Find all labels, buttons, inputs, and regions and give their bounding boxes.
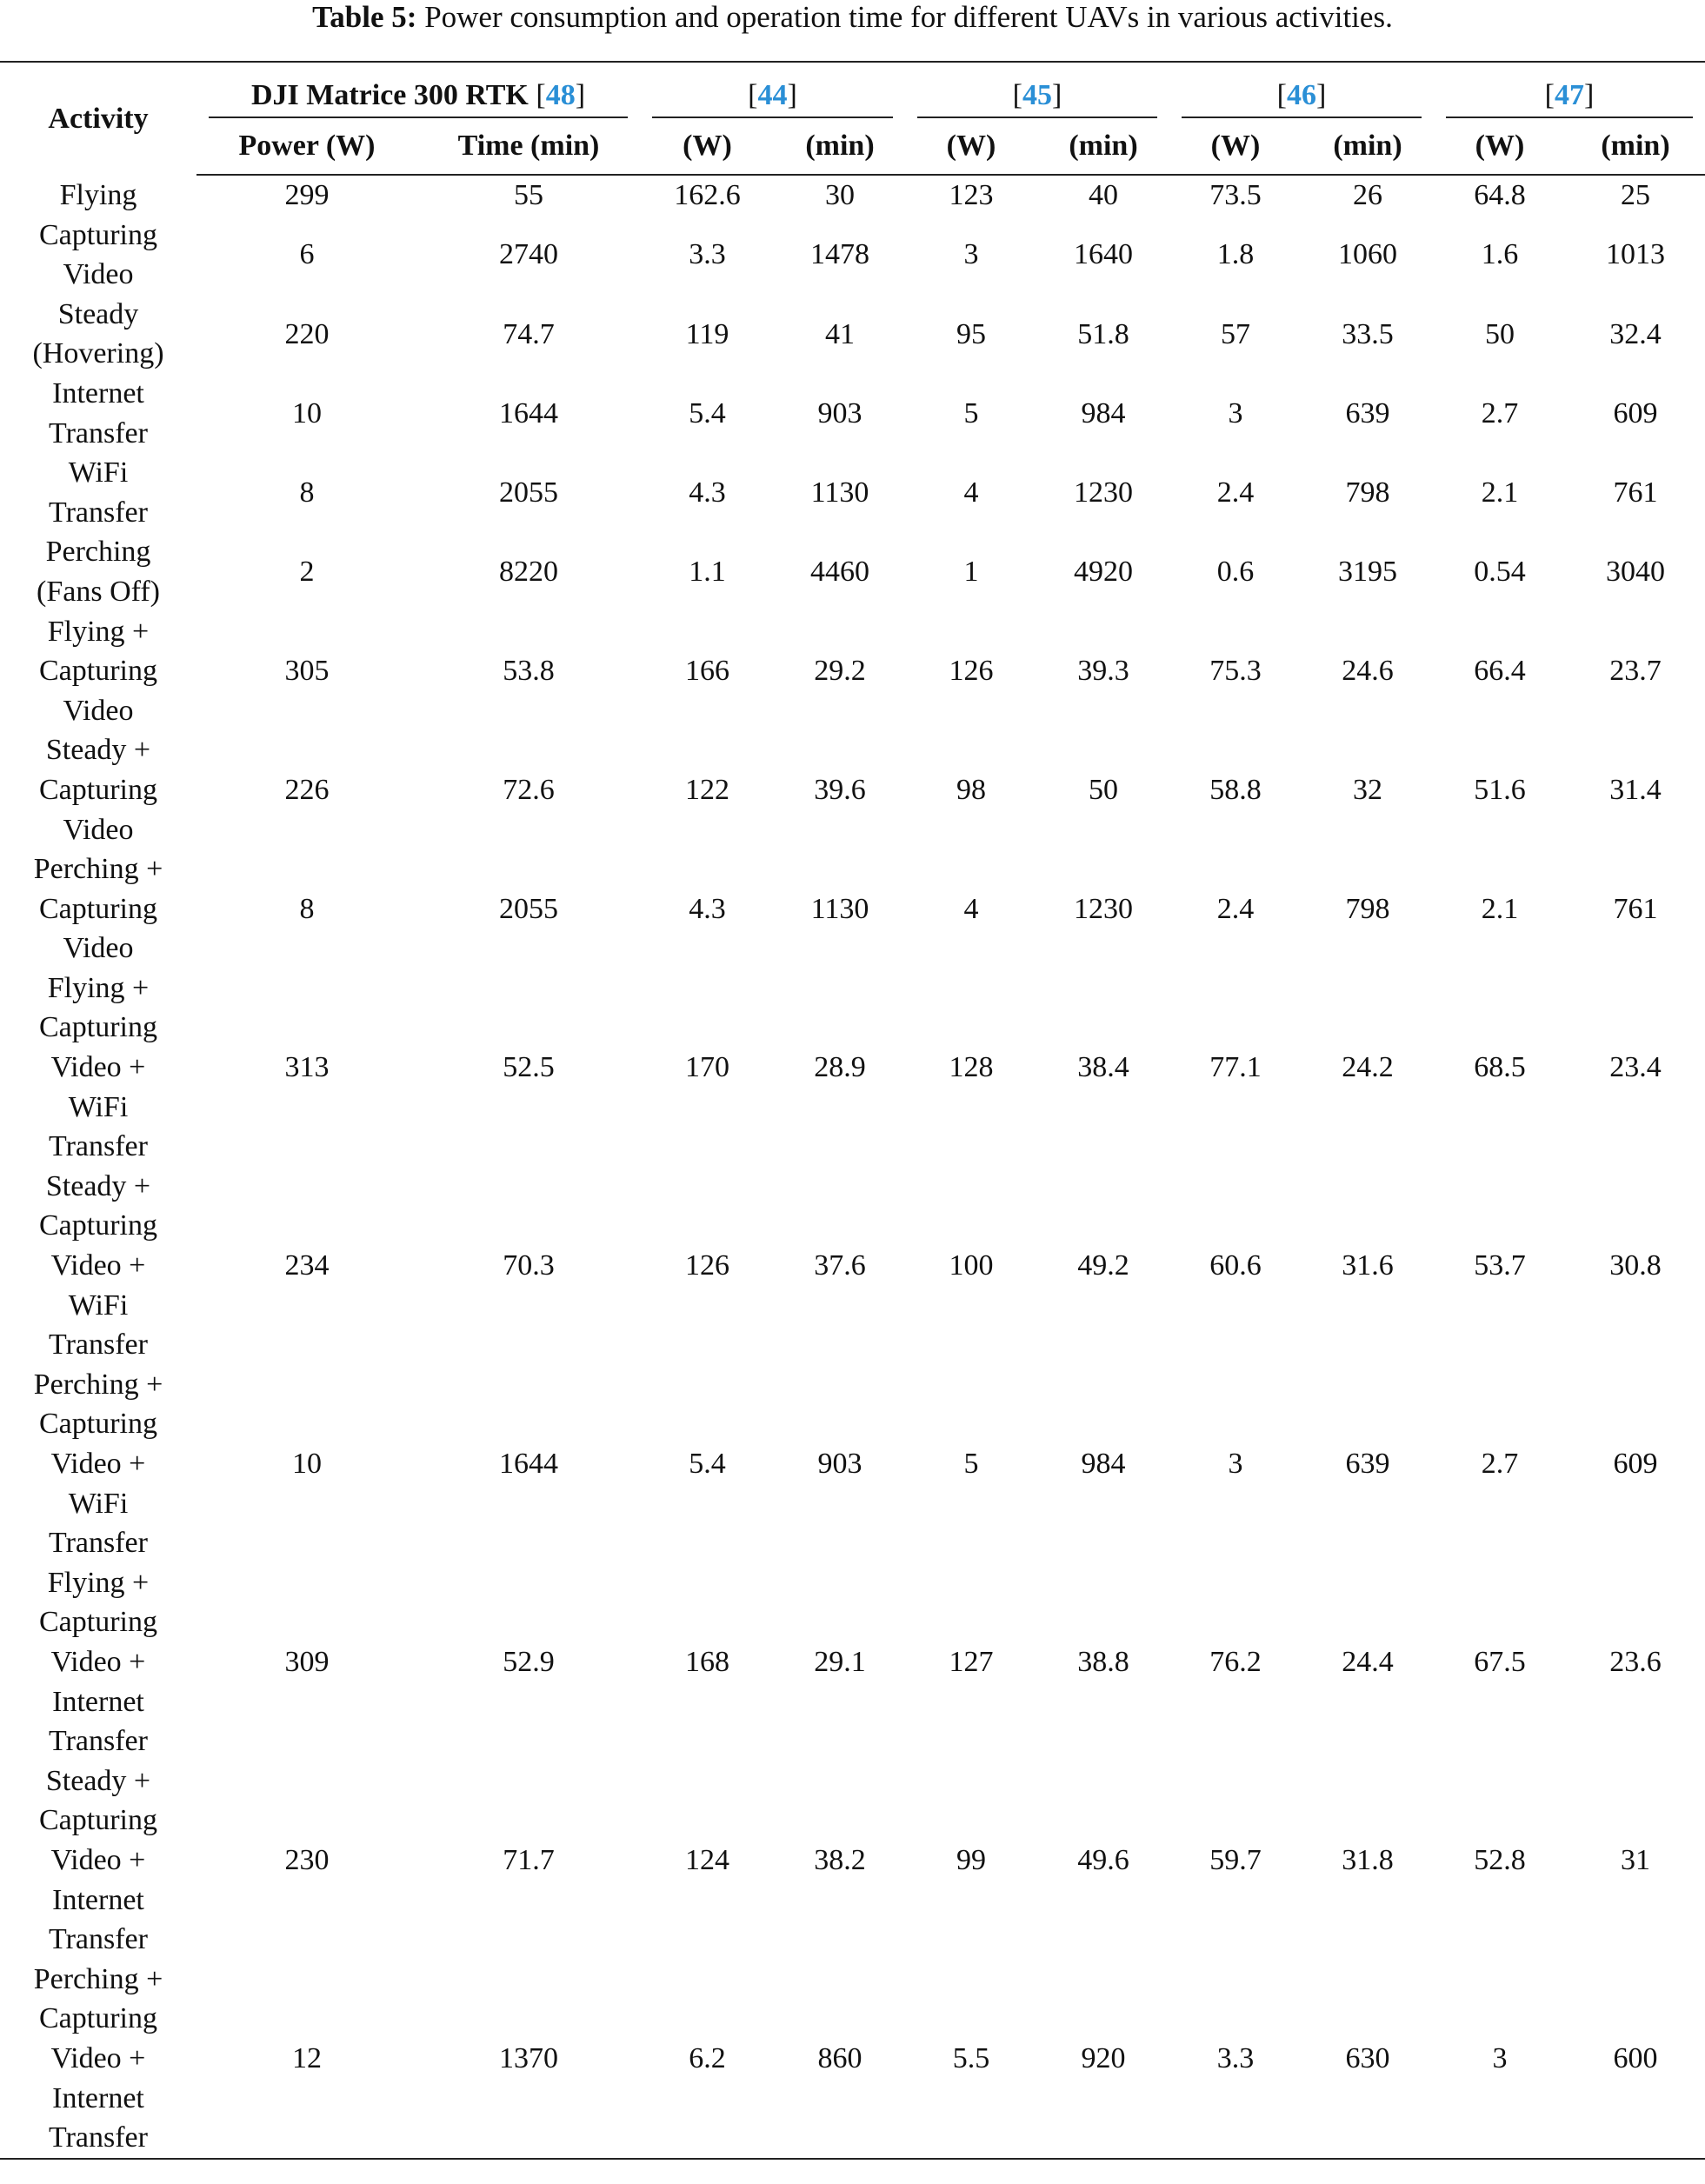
table-row <box>0 1167 1705 1365</box>
time-cell: 25 <box>1621 179 1650 211</box>
time-cell: 55 <box>514 179 543 211</box>
time-cell: 639 <box>1345 1448 1390 1480</box>
activity-line: (Fans Off) <box>37 575 160 608</box>
time-cell: 1644 <box>499 1448 558 1480</box>
power-cell: 99 <box>956 1843 986 1876</box>
activity-line: Capturing <box>39 1209 157 1242</box>
table-row <box>0 730 1705 849</box>
activity-line: Video + <box>50 1448 146 1480</box>
time-cell: 1230 <box>1074 892 1133 925</box>
power-cell: 51.6 <box>1474 773 1526 806</box>
time-cell: 24.2 <box>1342 1051 1394 1084</box>
power-cell: 0.6 <box>1216 556 1255 589</box>
power-cell: 119 <box>685 317 729 350</box>
power-cell: 59.7 <box>1209 1843 1262 1876</box>
power-cell: 3.3 <box>689 238 726 271</box>
activity-cell <box>0 374 196 453</box>
power-cell: 5 <box>963 396 979 429</box>
time-cell: 31.8 <box>1342 1843 1394 1876</box>
activity-cell <box>0 1365 196 1563</box>
table-row <box>0 1563 1705 1761</box>
unit-header: (W) <box>1169 118 1302 175</box>
table-row <box>0 374 1705 453</box>
time-cell: 26 <box>1353 179 1382 211</box>
time-cell: 860 <box>775 1960 905 2159</box>
citation-link[interactable]: 46 <box>1287 79 1316 111</box>
power-cell: 52.8 <box>1474 1843 1526 1876</box>
time-cell: 2055 <box>499 892 558 925</box>
time-cell: 30 <box>825 179 855 211</box>
time-cell: 52.9 <box>503 1645 555 1678</box>
power-cell: 4.3 <box>689 892 726 925</box>
activity-line: WiFi <box>68 1288 129 1322</box>
activity-line: Flying <box>59 178 137 211</box>
group-header-dji: DJI Matrice 300 RTK [48] <box>196 62 640 118</box>
citation-link[interactable]: 48 <box>545 79 576 111</box>
unit-header: (min) <box>1302 118 1434 175</box>
power-cell: 162.6 <box>674 179 741 211</box>
caption-label: Table 5: <box>312 0 417 34</box>
time-cell: 3040 <box>1606 556 1665 589</box>
power-cell: 4 <box>963 476 979 509</box>
table-body <box>0 175 1705 2159</box>
power-cell: 12 <box>196 1960 417 2159</box>
time-cell: 903 <box>817 1448 862 1480</box>
power-cell: 8 <box>299 892 315 925</box>
time-cell: 1230 <box>1074 476 1133 509</box>
table-row <box>0 612 1705 731</box>
activity-line: Video + <box>50 1051 146 1084</box>
power-cell: 220 <box>284 317 330 350</box>
citation-link[interactable]: 44 <box>757 79 788 111</box>
activity-line: Transfer <box>49 1725 148 1758</box>
activity-header: Activity <box>0 62 196 175</box>
time-cell: 38.8 <box>1077 1645 1129 1678</box>
time-cell: 50 <box>1089 773 1118 806</box>
activity-line: Video + <box>50 1249 146 1282</box>
table-row <box>0 1365 1705 1563</box>
power-cell: 68.5 <box>1474 1051 1526 1084</box>
power-cell: 170 <box>685 1051 729 1084</box>
time-cell: 630 <box>1302 1960 1434 2159</box>
unit-header: (W) <box>905 118 1037 175</box>
power-cell: 66.4 <box>1474 655 1526 688</box>
power-cell: 299 <box>284 179 330 211</box>
time-cell: 38.2 <box>814 1843 866 1876</box>
activity-cell <box>0 532 196 611</box>
activity-line: WiFi <box>68 1090 129 1123</box>
time-cell: 37.6 <box>814 1249 866 1282</box>
time-cell: 761 <box>1613 892 1658 925</box>
activity-cell <box>0 612 196 731</box>
activity-cell <box>0 453 196 532</box>
table-row <box>0 849 1705 969</box>
time-cell: 639 <box>1345 396 1390 429</box>
time-cell: 53.8 <box>503 655 555 688</box>
table-row <box>0 295 1705 374</box>
activity-line: Video + <box>50 1645 146 1678</box>
activity-cell <box>0 730 196 849</box>
time-cell: 2055 <box>499 476 558 509</box>
activity-cell <box>0 1563 196 1761</box>
power-cell: 3.3 <box>1169 1960 1302 2159</box>
activity-line: Capturing <box>39 1408 157 1441</box>
power-cell: 67.5 <box>1474 1645 1526 1678</box>
activity-line: Capturing <box>39 1011 157 1044</box>
time-cell: 39.6 <box>814 773 866 806</box>
time-cell: 41 <box>825 317 855 350</box>
power-cell: 3 <box>963 238 979 271</box>
time-cell: 1060 <box>1338 238 1397 271</box>
power-cell: 3 <box>1228 396 1243 429</box>
time-cell: 1370 <box>417 1960 640 2159</box>
activity-line: Transfer <box>49 2121 148 2154</box>
power-cell: 2 <box>299 556 315 589</box>
activity-line: Transfer <box>49 416 148 449</box>
time-cell: 23.6 <box>1609 1645 1662 1678</box>
activity-line: Transfer <box>49 496 148 529</box>
activity-line: Video <box>63 694 134 727</box>
activity-line: Video <box>63 258 134 291</box>
power-cell: 5.5 <box>905 1960 1037 2159</box>
time-cell: 1640 <box>1074 238 1133 271</box>
group-header-ref-45: [45] <box>905 62 1169 118</box>
header-unit-row <box>0 118 1705 175</box>
activity-cell <box>0 295 196 374</box>
power-cell: 3 <box>1228 1448 1243 1480</box>
power-cell: 126 <box>949 655 994 688</box>
activity-cell <box>0 1167 196 1365</box>
citation-link[interactable]: 47 <box>1555 79 1584 111</box>
power-cell: 53.7 <box>1474 1249 1526 1282</box>
activity-line: Capturing <box>39 218 157 251</box>
activity-line: Steady + <box>45 1764 151 1797</box>
unit-header: (min) <box>1037 118 1169 175</box>
time-cell: 609 <box>1613 1448 1658 1480</box>
table-row <box>0 216 1705 295</box>
table-row <box>0 175 1705 216</box>
time-cell: 903 <box>817 396 862 429</box>
power-cell: 1.8 <box>1216 238 1255 271</box>
table-header <box>0 62 1705 175</box>
time-cell: 70.3 <box>503 1249 555 1282</box>
time-cell: 761 <box>1613 476 1658 509</box>
power-cell: 309 <box>284 1645 330 1678</box>
power-cell: 122 <box>685 773 729 806</box>
power-cell: 100 <box>949 1249 994 1282</box>
power-cell: 10 <box>292 1448 322 1480</box>
unit-header: Time (min) <box>417 118 640 175</box>
activity-line: Perching + <box>33 1368 163 1401</box>
group-name: DJI Matrice 300 RTK <box>250 79 536 111</box>
unit-header: (W) <box>1434 118 1566 175</box>
power-cell: 166 <box>685 655 729 688</box>
time-cell: 49.6 <box>1077 1843 1129 1876</box>
unit-header: Power (W) <box>196 118 417 175</box>
table-row <box>0 1960 1705 2159</box>
power-cell: 2.1 <box>1481 476 1519 509</box>
time-cell: 8220 <box>499 556 558 589</box>
activity-line: Flying + <box>47 971 150 1004</box>
caption-text: Power consumption and operation time for different UAVs in various activities. <box>416 0 1393 34</box>
power-cell: 77.1 <box>1209 1051 1262 1084</box>
power-cell: 5.4 <box>689 1448 726 1480</box>
time-cell: 71.7 <box>503 1843 555 1876</box>
power-cell: 2.7 <box>1481 1448 1519 1480</box>
time-cell: 30.8 <box>1609 1249 1662 1282</box>
time-cell: 38.4 <box>1077 1051 1129 1084</box>
power-cell: 5.4 <box>689 396 726 429</box>
power-cell: 2.4 <box>1216 476 1255 509</box>
power-cell: 226 <box>284 773 330 806</box>
time-cell: 1013 <box>1606 238 1665 271</box>
activity-line: Internet <box>52 2081 144 2114</box>
activity-line: Steady <box>57 297 139 330</box>
activity-line: Video + <box>50 2041 146 2074</box>
time-cell: 984 <box>1081 396 1126 429</box>
power-cell: 57 <box>1221 317 1250 350</box>
activity-line: Video <box>63 813 134 846</box>
table-row <box>0 532 1705 611</box>
activity-line: WiFi <box>68 456 129 489</box>
activity-line: Perching <box>45 536 151 569</box>
activity-line: Internet <box>52 1685 144 1718</box>
time-cell: 31.6 <box>1342 1249 1394 1282</box>
power-cell: 2.1 <box>1481 892 1519 925</box>
power-cell: 126 <box>685 1249 729 1282</box>
unit-header: (W) <box>640 118 775 175</box>
time-cell: 609 <box>1613 396 1658 429</box>
activity-line: WiFi <box>68 1487 129 1520</box>
activity-line: Transfer <box>49 1130 148 1163</box>
time-cell: 23.7 <box>1609 655 1662 688</box>
time-cell: 2740 <box>499 238 558 271</box>
power-cell: 168 <box>685 1645 729 1678</box>
power-cell: 2.7 <box>1481 396 1519 429</box>
time-cell: 1644 <box>499 396 558 429</box>
activity-line: Internet <box>52 1883 144 1916</box>
power-cell: 128 <box>949 1051 994 1084</box>
time-cell: 31.4 <box>1609 773 1662 806</box>
power-cell: 127 <box>949 1645 994 1678</box>
time-cell: 51.8 <box>1077 317 1129 350</box>
power-cell: 124 <box>685 1843 729 1876</box>
time-cell: 1130 <box>810 476 869 509</box>
activity-line: Capturing <box>39 2002 157 2035</box>
activity-line: Capturing <box>39 655 157 688</box>
citation-link[interactable]: 45 <box>1022 79 1052 111</box>
time-cell: 3195 <box>1338 556 1397 589</box>
time-cell: 920 <box>1037 1960 1169 2159</box>
activity-line: (Hovering) <box>32 337 164 370</box>
activity-line: Video + <box>50 1843 146 1876</box>
time-cell: 74.7 <box>503 317 555 350</box>
activity-cell <box>0 175 196 216</box>
time-cell: 29.2 <box>814 655 866 688</box>
activity-line: Video <box>63 932 134 965</box>
time-cell: 32.4 <box>1609 317 1662 350</box>
time-cell: 52.5 <box>503 1051 555 1084</box>
power-cell: 0.54 <box>1474 556 1526 589</box>
power-cell: 98 <box>956 773 986 806</box>
time-cell: 29.1 <box>814 1645 866 1678</box>
power-cell: 4 <box>963 892 979 925</box>
power-cell: 6 <box>299 238 315 271</box>
power-cell: 3 <box>1434 1960 1566 2159</box>
activity-cell <box>0 1960 196 2159</box>
table-caption <box>0 0 1705 40</box>
power-cell: 76.2 <box>1209 1645 1262 1678</box>
activity-line: Steady + <box>45 734 151 767</box>
time-cell: 33.5 <box>1342 317 1394 350</box>
group-header-ref-46: [46] <box>1169 62 1434 118</box>
table-row <box>0 1761 1705 1960</box>
power-cell: 60.6 <box>1209 1249 1262 1282</box>
activity-line: Internet <box>52 376 144 410</box>
power-cell: 313 <box>284 1051 330 1084</box>
power-cell: 1 <box>963 556 979 589</box>
header-group-row <box>0 62 1705 118</box>
activity-cell <box>0 1761 196 1960</box>
power-cell: 95 <box>956 317 986 350</box>
group-header-ref-44: [44] <box>640 62 905 118</box>
power-cell: 230 <box>284 1843 330 1876</box>
power-cell: 123 <box>949 179 994 211</box>
activity-line: Transfer <box>49 1527 148 1560</box>
power-cell: 10 <box>292 396 322 429</box>
power-cell: 75.3 <box>1209 655 1262 688</box>
time-cell: 798 <box>1345 476 1390 509</box>
time-cell: 798 <box>1345 892 1390 925</box>
activity-line: Perching + <box>33 1962 163 1995</box>
unit-header: (min) <box>1566 118 1705 175</box>
time-cell: 1478 <box>810 238 869 271</box>
time-cell: 4460 <box>810 556 869 589</box>
time-cell: 600 <box>1566 1960 1705 2159</box>
table-row <box>0 969 1705 1167</box>
power-cell: 58.8 <box>1209 773 1262 806</box>
activity-line: Transfer <box>49 1328 148 1362</box>
activity-cell <box>0 969 196 1167</box>
power-cell: 4.3 <box>689 476 726 509</box>
activity-line: Capturing <box>39 773 157 806</box>
power-cell: 2.4 <box>1216 892 1255 925</box>
time-cell: 23.4 <box>1609 1051 1662 1084</box>
time-cell: 49.2 <box>1077 1249 1129 1282</box>
activity-line: Capturing <box>39 1606 157 1639</box>
power-cell: 5 <box>963 1448 979 1480</box>
activity-line: Perching + <box>33 853 163 886</box>
time-cell: 1130 <box>810 892 869 925</box>
time-cell: 28.9 <box>814 1051 866 1084</box>
activity-line: Steady + <box>45 1169 151 1202</box>
time-cell: 72.6 <box>503 773 555 806</box>
activity-line: Capturing <box>39 1804 157 1837</box>
group-header-ref-47: [47] <box>1434 62 1705 118</box>
activity-line: Transfer <box>49 1923 148 1956</box>
power-cell: 305 <box>284 655 330 688</box>
power-cell: 73.5 <box>1209 179 1262 211</box>
time-cell: 31 <box>1621 1843 1650 1876</box>
time-cell: 4920 <box>1074 556 1133 589</box>
activity-cell <box>0 849 196 969</box>
power-cell: 50 <box>1485 317 1515 350</box>
table-row <box>0 453 1705 532</box>
power-cell: 8 <box>299 476 315 509</box>
power-consumption-table <box>0 61 1705 2160</box>
time-cell: 984 <box>1081 1448 1126 1480</box>
activity-line: Flying + <box>47 615 150 648</box>
activity-cell <box>0 216 196 295</box>
time-cell: 39.3 <box>1077 655 1129 688</box>
time-cell: 32 <box>1353 773 1382 806</box>
time-cell: 24.4 <box>1342 1645 1394 1678</box>
activity-line: Capturing <box>39 892 157 925</box>
power-cell: 234 <box>284 1249 330 1282</box>
power-cell: 6.2 <box>640 1960 775 2159</box>
activity-line: Flying + <box>47 1566 150 1599</box>
unit-header: (min) <box>775 118 905 175</box>
time-cell: 40 <box>1089 179 1118 211</box>
power-cell: 1.6 <box>1481 238 1519 271</box>
time-cell: 24.6 <box>1342 655 1394 688</box>
power-cell: 1.1 <box>689 556 726 589</box>
power-cell: 64.8 <box>1474 179 1526 211</box>
